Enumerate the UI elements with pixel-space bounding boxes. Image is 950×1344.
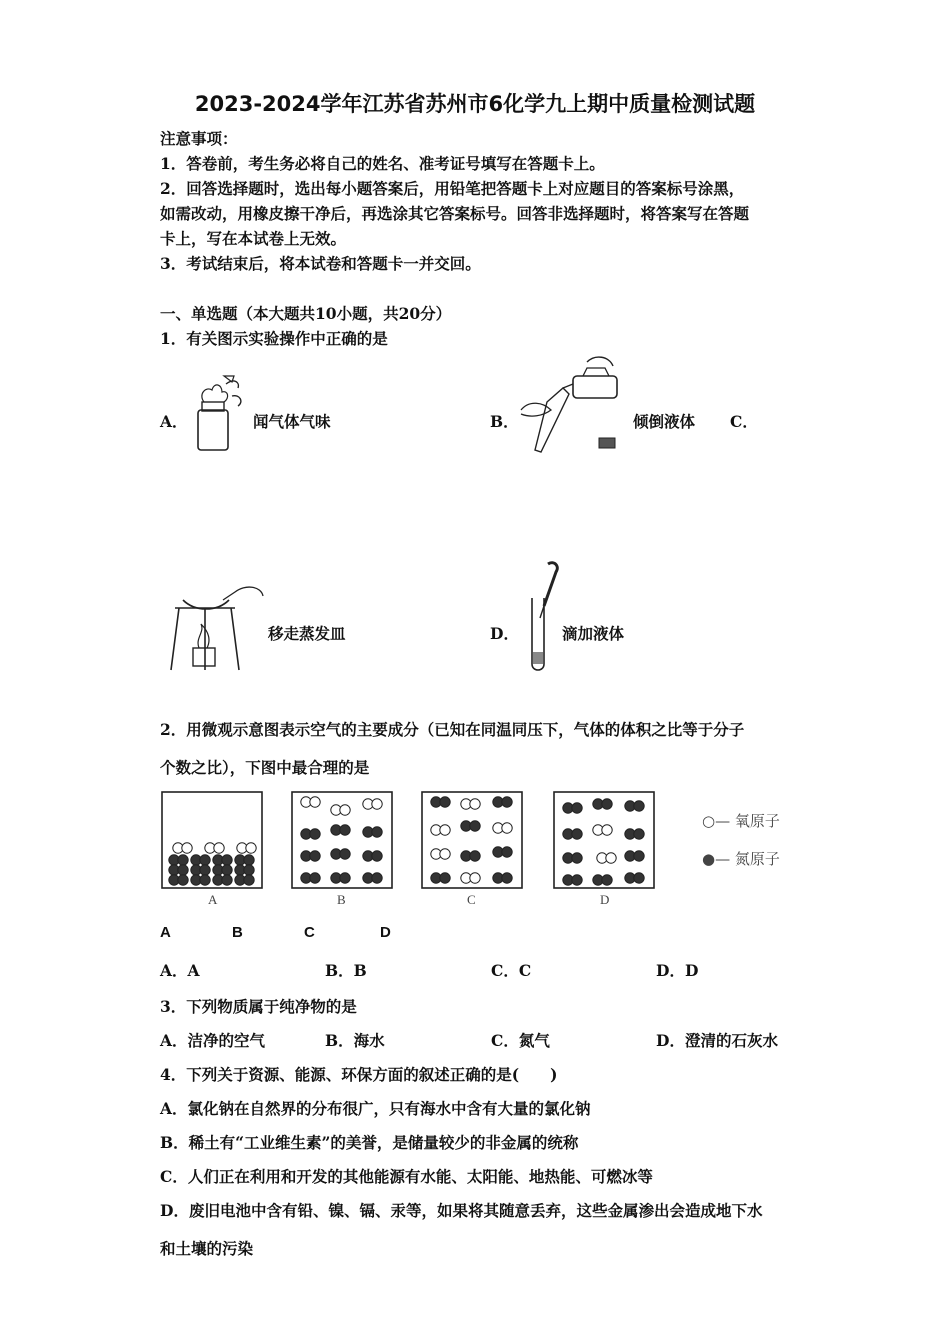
q2-option-b: B．B [325,961,367,980]
q3-option-c: C．氮气 [491,1031,550,1050]
row-label: C [304,924,315,941]
oxygen-molecule [461,873,480,883]
notice-item: 3．考试结束后，将本试卷和答题卡一并交回。 [160,254,481,273]
q1-option-b-letter: B． [490,412,519,431]
nitrogen-molecule [563,875,582,885]
oxygen-molecule [461,799,480,809]
nitrogen-molecule [191,855,210,865]
nitrogen-molecule [235,855,254,865]
oxygen-molecule [597,853,616,863]
legend-oxygen: ○— 氧原子 [702,812,780,830]
nitrogen-molecule [593,799,612,809]
box-label-c: C [467,892,476,907]
q1-stem: 1．有关图示实验操作中正确的是 [160,329,388,348]
oxygen-molecule [493,823,512,833]
q1-option-d-letter: D． [490,624,519,643]
q1-option-a-letter: A． [160,412,188,431]
q2-stem-line1: 2．用微观示意图表示空气的主要成分（已知在同温同压下，气体的体积之比等于分子 [160,720,745,739]
nitrogen-molecule [493,797,512,807]
nitrogen-molecule [461,851,480,861]
oxygen-molecule [331,805,350,815]
nitrogen-molecule [363,827,382,837]
q1-option-b-text: 倾倒液体 [633,412,696,431]
nitrogen-molecule [493,873,512,883]
nitrogen-molecule [191,875,210,885]
nitrogen-molecule [169,875,188,885]
oxygen-molecule [173,843,192,853]
nitrogen-molecule [363,851,382,861]
q3-option-a: A．洁净的空气 [160,1031,266,1050]
section-heading: 一、单选题（本大题共10小题，共20分） [160,304,452,323]
oxygen-molecule [237,843,256,853]
q2-option-a: A．A [160,961,200,980]
nitrogen-molecule [301,873,320,883]
nitrogen-molecule [169,865,188,875]
row-label: A [160,924,171,941]
row-label: B [232,924,243,941]
nitrogen-molecule [625,873,644,883]
notice-heading: 注意事项： [160,129,238,148]
q4-option-b: B．稀土有“工业维生素”的美誉，是储量较少的非金属的统称 [160,1133,579,1152]
nitrogen-molecule [563,829,582,839]
oxygen-molecule [593,825,612,835]
nitrogen-molecule [461,821,480,831]
q3-option-b: B．海水 [325,1031,385,1050]
q4-option-a: A．氯化钠在自然界的分布很广，只有海水中含有大量的氯化钠 [160,1099,591,1118]
notice-item: 如需改动，用橡皮擦干净后，再选涂其它答案标号。回答非选择题时，将答案写在答题 [160,204,750,223]
nitrogen-molecule [213,855,232,865]
nitrogen-molecule [431,873,450,883]
nitrogen-molecule [431,797,450,807]
nitrogen-molecule [563,853,582,863]
box-label-b: B [337,892,346,907]
q3-stem: 3．下列物质属于纯净物的是 [160,997,357,1016]
notice-item: 卡上，写在本试卷上无效。 [160,229,347,248]
nitrogen-molecule [563,803,582,813]
nitrogen-molecule [331,849,350,859]
nitrogen-molecule [213,875,232,885]
nitrogen-molecule [625,829,644,839]
row-label: D [380,924,391,941]
pouring-liquid-illustration [517,352,627,456]
nitrogen-molecule [625,801,644,811]
q1-option-d-text: 滴加液体 [562,624,625,643]
q4-option-d-line2: 和土壤的污染 [160,1239,254,1258]
nitrogen-molecule [625,851,644,861]
nitrogen-molecule [235,875,254,885]
notice-item: 2．回答选择题时，选出每小题答案后，用铅笔把答题卡上对应题目的答案标号涂黑， [160,179,745,198]
page-title: 2023-2024学年江苏省苏州市6化学九上期中质量检测试题 [194,92,756,116]
q4-option-d-line1: D．废旧电池中含有铅、镍、镉、汞等，如果将其随意丢弃，这些金属渗出会造成地下水 [160,1201,763,1220]
q4-option-c: C．人们正在利用和开发的其他能源有水能、太阳能、地热能、可燃冰等 [160,1167,653,1186]
nitrogen-molecule [331,873,350,883]
q1-option-a-text: 闻气体气味 [253,412,331,431]
oxygen-molecule [431,825,450,835]
q1-option-c-text: 移走蒸发皿 [268,624,346,643]
nitrogen-molecule [363,873,382,883]
nitrogen-molecule [493,847,512,857]
nitrogen-molecule [191,865,210,875]
q3-option-d: D．澄清的石灰水 [656,1031,778,1050]
box-label-d: D [600,892,610,907]
oxygen-molecule [431,849,450,859]
oxygen-molecule [301,797,320,807]
dropper-illustration [522,562,562,672]
legend-nitrogen: ●— 氮原子 [702,850,780,868]
q1-option-c-letter: C． [730,412,758,431]
notice-item: 1．答卷前，考生务必将自己的姓名、准考证号填写在答题卡上。 [160,154,605,173]
box-label-a: A [208,892,218,907]
oxygen-molecule [205,843,224,853]
nitrogen-molecule [593,875,612,885]
q2-option-c: C．C [491,961,532,980]
nitrogen-molecule [301,851,320,861]
q4-stem: 4．下列关于资源、能源、环保方面的叙述正确的是( ) [160,1065,558,1084]
nitrogen-molecule [169,855,188,865]
oxygen-molecule [363,799,382,809]
nitrogen-molecule [213,865,232,875]
q2-option-d: D．D [656,961,699,980]
nitrogen-molecule [331,825,350,835]
gas-bottle-illustration [188,372,248,454]
nitrogen-molecule [301,829,320,839]
evaporating-dish-illustration [165,578,265,674]
nitrogen-molecule [235,865,254,875]
q2-stem-line2: 个数之比），下图中最合理的是 [160,758,370,777]
